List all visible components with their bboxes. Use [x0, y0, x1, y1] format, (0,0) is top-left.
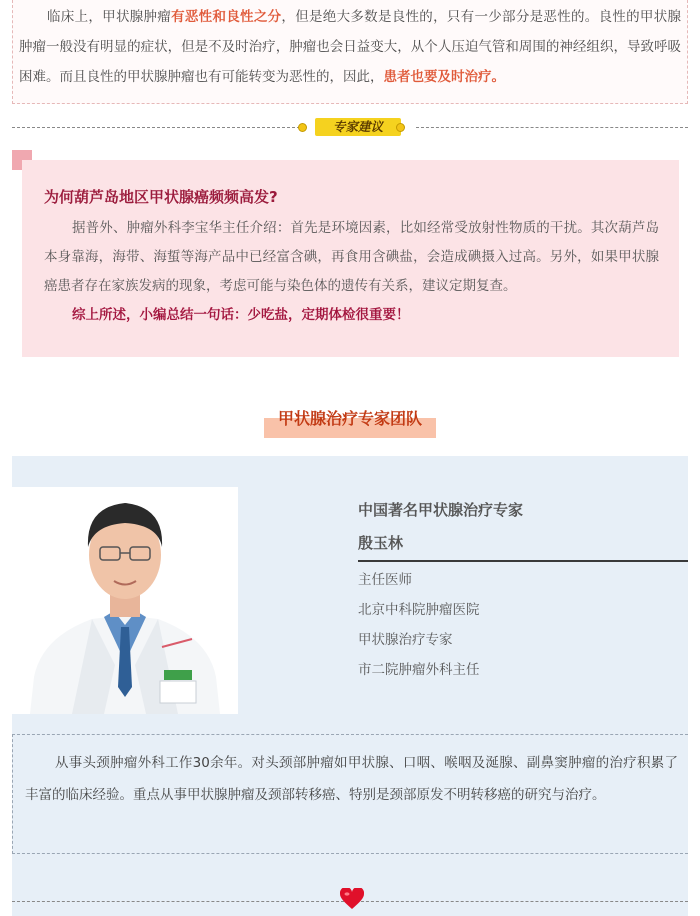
doctor-name: 殷玉林: [358, 534, 404, 552]
intro-paragraph: [19, 2, 681, 92]
doctor-divider-rule: [358, 560, 688, 562]
doctor-heading: [358, 494, 688, 560]
doctor-bio: 从事头颈肿瘤外科工作30余年。对头颈部肿瘤如甲状腺、口咽、喉咽及涎腺、副鼻窦肿瘤的治疗积累了丰富的临床经验。重点从事甲状腺肿瘤及颈部转移癌、特别是颈部原发不明转移癌的研究与治疗。: [25, 755, 678, 803]
doctor-title: 中国著名甲状腺治疗专家: [358, 501, 524, 519]
intro-text-2: ，但是绝大多数是良性的，只有一少部分是恶性的。良性的甲状腺肿瘤一般没有明显的症状，但是不及时治疗，肿瘤也会日益变大，从个人压迫气管和周围的神经组织，导致呼吸困难。而且良性的甲状腺肿瘤也有可能转变为恶性的，因此，: [19, 9, 682, 85]
doctor-role: 甲状腺治疗专家: [358, 632, 453, 648]
doctor-role: 北京中科院肿瘤医院: [358, 602, 480, 618]
intro-highlight-timely-treatment: 患者也要及时治疗。: [383, 69, 505, 85]
doctor-photo: [12, 487, 238, 714]
intro-highlight-malignant-benign: 有恶性和良性之分: [171, 9, 282, 25]
doctor-roles-list: [358, 565, 688, 685]
heart-icon: [340, 888, 364, 910]
doctor-bio-box: [12, 734, 688, 854]
expert-team-box: [12, 456, 688, 916]
doctor-portrait-icon: [12, 487, 238, 714]
expert-advice-label: 专家建议: [315, 118, 401, 136]
doctor-role: 主任医师: [358, 572, 412, 588]
doctor-role: 市二院肿瘤外科主任: [358, 662, 480, 678]
intro-paragraph-box: [12, 0, 688, 104]
expert-advice-divider: [12, 119, 688, 137]
advice-heading: 为何葫芦岛地区甲状腺癌频频高发?: [44, 188, 278, 206]
advice-summary: 综上所述，小编总结一句话：少吃盐，定期体检很重要！: [72, 307, 410, 323]
divider-line-right: [416, 127, 688, 128]
divider-dot-left-icon: [298, 123, 307, 132]
advice-body: 据普外、肿瘤外科李宝华主任介绍：首先是环境因素，比如经常受放射性物质的干扰。其次葫芦岛本身靠海，海带、海蜇等海产品中已经富含碘，再食用含碘盐，会造成碘摄入过高。另外，如果甲状腺癌患者存在家族发病的现象，考虑可能与染色体的遗传有关系，建议定期复查。: [44, 220, 659, 294]
team-section-title: 甲状腺治疗专家团队: [264, 406, 436, 438]
divider-line-left: [12, 127, 300, 128]
intro-text-1: 临床上，甲状腺肿瘤: [47, 9, 172, 25]
divider-dot-right-icon: [396, 123, 405, 132]
advice-box: [22, 160, 679, 357]
